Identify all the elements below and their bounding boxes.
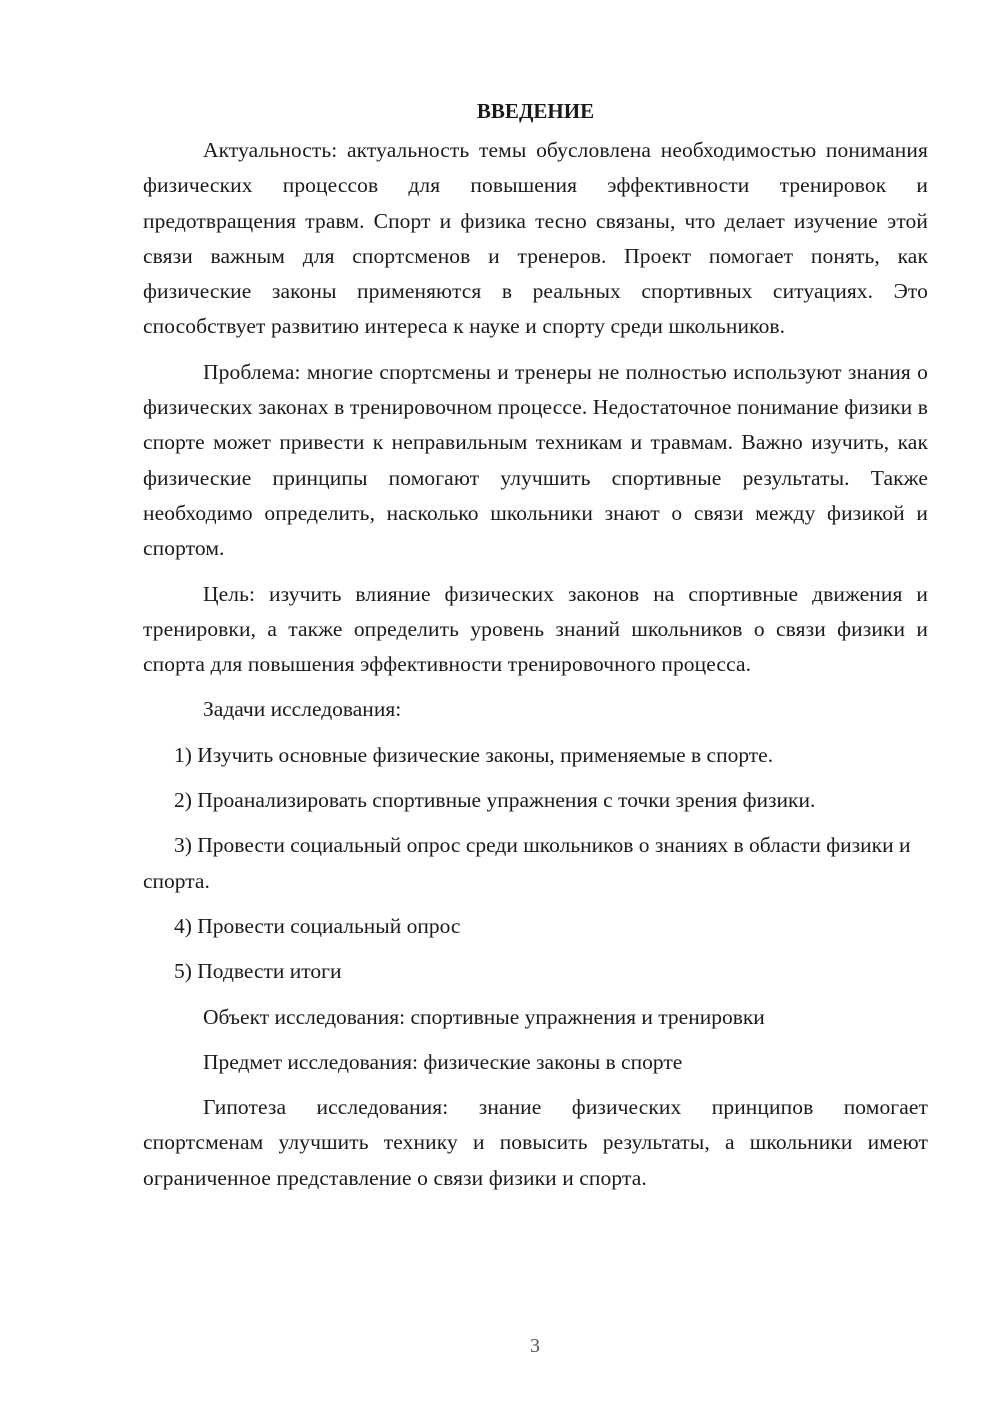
section-heading: ВВЕДЕНИЕ <box>476 99 595 123</box>
document-page <box>143 94 928 1206</box>
tasks-title: Задачи исследования: <box>203 697 402 722</box>
research-subject: Предмет исследования: физические законы в спорте <box>203 1049 683 1074</box>
task-item-1: 1) Изучить основные физические законы, применяемые в спорте. <box>174 742 774 767</box>
hypothesis-paragraph: Гипотеза исследования: знание физических принципов помогает спортсменам улучшить технику и повысить результаты, а школьники имеют ограниченное представление о связи физики и спорта. <box>143 1095 928 1190</box>
research-object: Объект исследования: спортивные упражнения и тренировки <box>203 1004 765 1029</box>
goal-paragraph: Цель: изучить влияние физических законов на спортивные движения и тренировки, а также определить уровень знаний школьников о связи физики и спорта для повышения эффективности тренировочного процесса. <box>143 581 928 677</box>
task-item-3: 3) Провести социальный опрос среди школьников о знаниях в области физики и спорта. <box>143 833 911 893</box>
problem-paragraph: Проблема: многие спортсмены и тренеры не полностью используют знания о физических законах в тренировочном процессе. Недостаточное понимание физики в спорте может привести к неправильным техникам и травмам. Важно изучить, как физические принципы помогают улучшить спортивные результаты. Также необходимо определить, насколько школьники знают о связи между физикой и спортом. <box>143 359 928 561</box>
relevance-paragraph: Актуальность: актуальность темы обусловлена необходимостью понимания физических процессов для повышения эффективности тренировок и предотвращения травм. Спорт и физика тесно связаны, что делает изучение этой связи важным для спортсменов и тренеров. Проект помогает понять, как физические законы применяются в реальных спортивных ситуациях. Это способствует развитию интереса к науке и спорту среди школьников. <box>143 138 928 339</box>
task-item-5: 5) Подвести итоги <box>174 959 342 984</box>
task-item-2: 2) Проанализировать спортивные упражнения с точки зрения физики. <box>174 788 816 813</box>
task-item-4: 4) Провести социальный опрос <box>174 913 461 938</box>
page-number: 3 <box>530 1335 540 1357</box>
